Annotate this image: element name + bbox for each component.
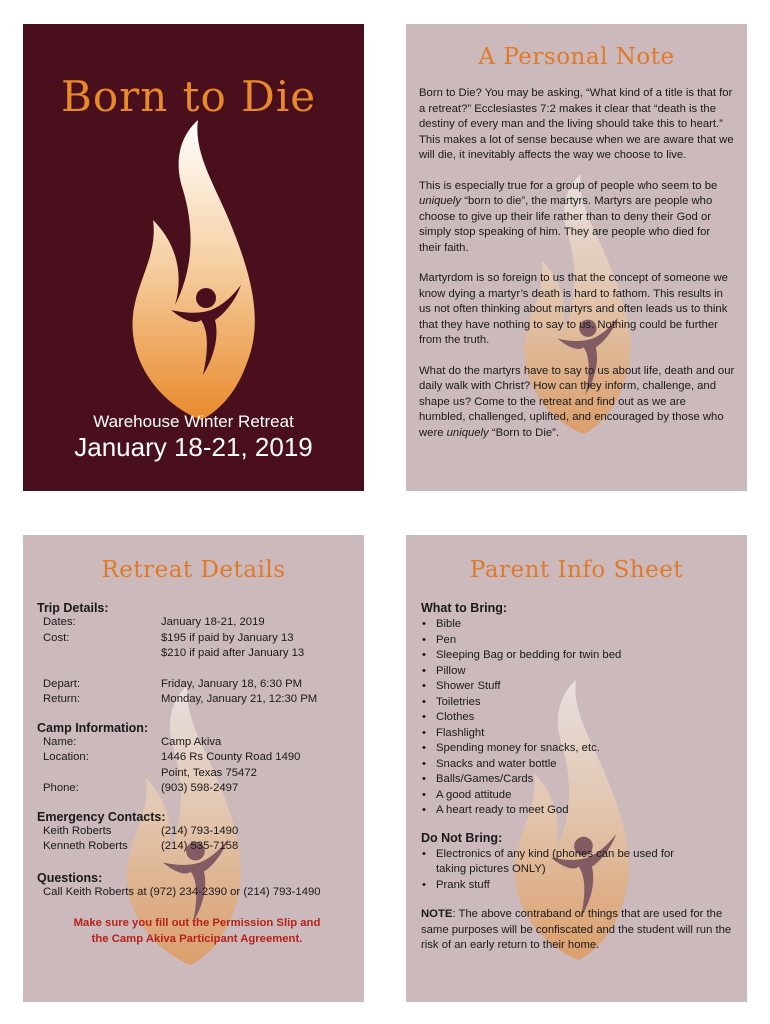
depart-row: Depart: Friday, January 18, 6:30 PM — [43, 677, 303, 690]
camp-info-label: Camp Information: — [37, 720, 149, 735]
list-item: • Pen — [421, 633, 737, 649]
flame-figure-icon — [123, 120, 273, 420]
do-not-bring-list — [421, 847, 737, 894]
note-paragraph: Martyrdom is so foreign to us that the concept of someone we know dying a martyr’s death is hard to fathom. This results in us not often thinking about martyrs and often leads us to think that they have nothing to say to us. Nothing could be further from the truth. — [419, 272, 728, 346]
what-to-bring-label: What to Bring: — [421, 601, 508, 615]
parent-heading: Parent Info Sheet — [469, 557, 684, 583]
details-heading: Retreat Details — [101, 557, 286, 583]
permission-reminder: Make sure you fill out the Permission Slip and the Camp Akiva Participant Agreement. — [73, 917, 321, 945]
dates-row: Dates: January 18-21, 2019 — [43, 616, 265, 628]
list-item: • Clothes — [421, 710, 737, 726]
note-paragraph: Born to Die? You may be asking, “What kind of a title is that for a retreat?” Ecclesiastes 7:2 makes it clear that “death is the destiny of every man and the living should take this to heart.” This makes a lot of sense because when we are aware that we will die, it inevitably affects the way we choose to live. — [419, 87, 734, 161]
note-paragraph: What do the martyrs have to say to us about life, death and our daily walk with Christ? How can they inform, challenge, and shape us? Come to the retreat and find out as we are humbled, challenged, uplifted, and encouraged by those who were uniquely “Born to Die”. — [419, 364, 735, 439]
trip-details-label: Trip Details: — [37, 601, 109, 615]
cover-title: Born to Die — [61, 72, 317, 121]
list-item: • Sleeping Bag or bedding for twin bed — [421, 648, 737, 664]
list-item: • Prank stuff — [421, 878, 737, 894]
list-item: • Bible — [421, 617, 737, 633]
list-item: • Pillow — [421, 664, 737, 680]
list-item: • Shower Stuff — [421, 679, 737, 695]
contact-row: Keith Roberts (214) 793-1490 — [43, 824, 239, 837]
note-paragraph: This is especially true for a group of people who seem to be uniquely “born to die”, the martyrs. Martyrs are people who choose to give up their life rather than to deny their God or simply stop speaking of him. They are people who died for their faith. — [419, 179, 718, 254]
list-item: • A good attitude — [421, 788, 737, 804]
note-heading: A Personal Note — [478, 44, 675, 70]
list-item: • Electronics of any kind (phones can be used for taking pictures ONLY) — [421, 847, 737, 878]
personal-note-panel — [406, 24, 747, 491]
questions-label: Questions: — [37, 870, 103, 885]
list-item: • Toiletries — [421, 695, 737, 711]
cost-row: Cost: $195 if paid by January 13 $210 if paid after January 13 — [43, 631, 305, 659]
details-body — [37, 601, 357, 947]
return-row: Return: Monday, January 21, 12:30 PM — [43, 693, 318, 705]
list-item: • Balls/Games/Cards — [421, 772, 737, 788]
camp-name-row: Name: Camp Akiva — [43, 735, 222, 748]
cover-subtitle: Warehouse Winter Retreat — [93, 412, 294, 431]
list-item: • Snacks and water bottle — [421, 757, 737, 773]
note-body — [419, 86, 735, 456]
bring-list — [421, 617, 737, 819]
parent-info-panel — [406, 535, 747, 1002]
camp-location-row: Location: 1446 Rs County Road 1490 Point, Texas 75472 — [43, 751, 301, 779]
contraband-note: NOTE: The above contraband or things that are used for the same purposes will be confiscated and the student will run the risk of an early return to their home. — [421, 908, 732, 951]
parent-body — [421, 601, 737, 954]
do-not-bring-label: Do Not Bring: — [421, 830, 503, 845]
list-item: • Flashlight — [421, 726, 737, 742]
cover-panel — [23, 24, 364, 491]
list-item: • Spending money for snacks, etc. — [421, 741, 737, 757]
contact-row: Kenneth Roberts (214) 535-7158 — [43, 840, 239, 852]
cover-date: January 18-21, 2019 — [74, 432, 313, 462]
retreat-details-panel — [23, 535, 364, 1002]
list-item: • A heart ready to meet God — [421, 803, 737, 819]
questions-text: Call Keith Roberts at (972) 234-2390 or (214) 793-1490 — [43, 885, 321, 898]
camp-phone-row: Phone: (903) 598-2497 — [43, 782, 239, 794]
emergency-contacts-label: Emergency Contacts: — [37, 809, 166, 824]
